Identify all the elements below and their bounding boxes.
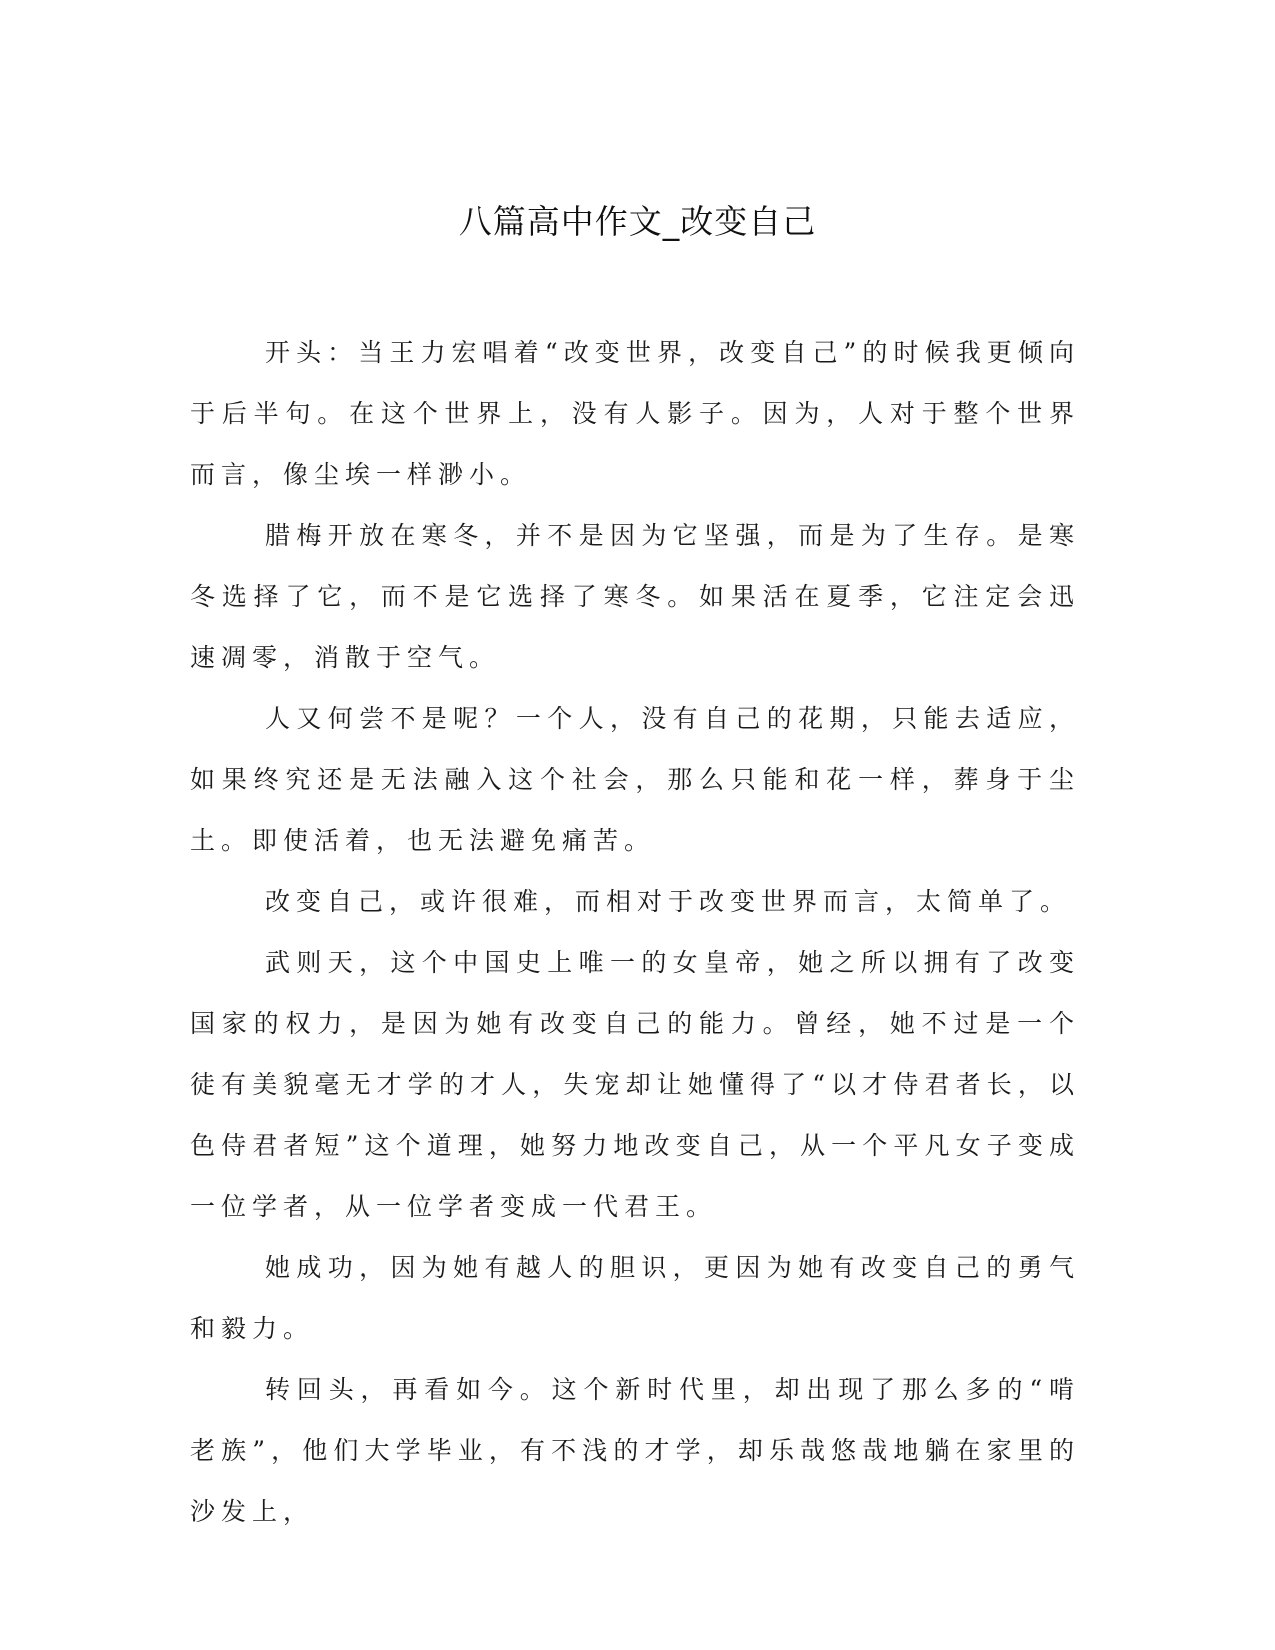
paragraph: 开头：当王力宏唱着“改变世界，改变自己”的时候我更倾向于后半句。在这个世界上，没有人影子。因为，人对于整个世界而言，像尘埃一样渺小。 — [190, 338, 1080, 489]
paragraph: 转回头，再看如今。这个新时代里，却出现了那么多的“啃老族”，他们大学毕业，有不浅的才学，却乐哉悠哉地躺在家里的沙发上， — [190, 1375, 1080, 1526]
paragraph: 腊梅开放在寒冬，并不是因为它坚强，而是为了生存。是寒冬选择了它，而不是它选择了寒冬。如果活在夏季，它注定会迅速凋零，消散于空气。 — [190, 521, 1080, 672]
document-title: 八篇高中作文_改变自己 — [458, 202, 817, 241]
paragraph: 人又何尝不是呢？一个人，没有自己的花期，只能去适应，如果终究还是无法融入这个社会，那么只能和花一样，葬身于尘土。即使活着，也无法避免痛苦。 — [190, 704, 1080, 855]
document-body — [190, 322, 1080, 1542]
paragraph: 武则天，这个中国史上唯一的女皇帝，她之所以拥有了改变国家的权力，是因为她有改变自己的能力。曾经，她不过是一个徒有美貌毫无才学的才人，失宠却让她懂得了“以才侍君者长，以色侍君者短”这个道理，她努力地改变自己，从一个平凡女子变成一位学者，从一位学者变成一代君王。 — [190, 948, 1080, 1221]
paragraph: 改变自己，或许很难，而相对于改变世界而言，太简单了。 — [265, 887, 1072, 916]
paragraph: 她成功，因为她有越人的胆识，更因为她有改变自己的勇气和毅力。 — [190, 1253, 1080, 1343]
